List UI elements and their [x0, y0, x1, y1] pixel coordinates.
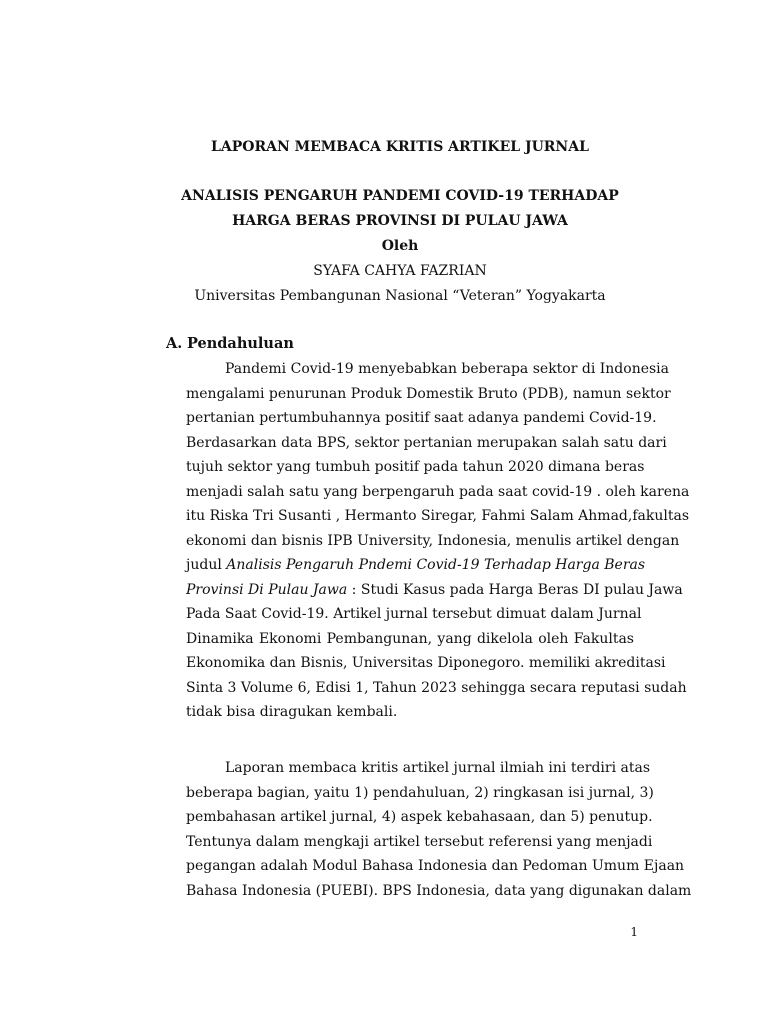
- paragraph-line: pembahasan artikel jurnal, 4) aspek kebahasaan, dan 5) penutup.: [186, 809, 653, 825]
- paragraph-line: beberapa bagian, yaitu 1) pendahuluan, 2) ringkasan isi jurnal, 3): [186, 784, 654, 801]
- paragraph-line: itu Riska Tri Susanti , Hermanto Siregar, Fahmi Salam Ahmad,fakultas: [186, 508, 690, 524]
- article-title-italic: Provinsi Di Pulau Jawa: [186, 581, 348, 598]
- paragraph-line: Laporan membaca kritis artikel jurnal ilmiah ini terdiri atas: [225, 760, 651, 776]
- paragraph-line: [186, 578, 683, 603]
- article-title-line-1: ANALISIS PENGARUH PANDEMI COVID-19 TERHADAP: [181, 188, 619, 204]
- paragraph-line: Ekonomika dan Bisnis, Universitas Diponegoro. memiliki akreditasi: [186, 655, 666, 671]
- article-title-italic: Analisis Pengaruh Pndemi Covid-19 Terhadap Harga Beras: [226, 557, 646, 573]
- paragraph-line: ekonomi dan bisnis IPB University, Indonesia, menulis artikel dengan: [186, 532, 680, 549]
- paragraph-line: Sinta 3 Volume 6, Edisi 1, Tahun 2023 sehingga secara reputasi sudah: [186, 679, 687, 696]
- paragraph-line: Dinamika Ekonomi Pembangunan, yang dikelola oleh Fakultas: [186, 630, 634, 647]
- institution-name: Universitas Pembangunan Nasional “Veteran” Yogyakarta: [194, 288, 606, 304]
- paragraph-line: tidak bisa diragukan kembali.: [186, 704, 398, 720]
- paragraph-line: mengalami penurunan Produk Domestik Bruto (PDB), namun sektor: [186, 385, 671, 402]
- paragraph-line: Tentunya dalam mengkaji artikel tersebut referensi yang menjadi: [186, 833, 653, 850]
- by-label: Oleh: [381, 238, 419, 254]
- paragraph-text: : Studi Kasus pada Harga Beras DI pulau Jawa: [347, 581, 683, 598]
- section-letter: A.: [166, 335, 183, 352]
- paragraph-text: judul: [186, 557, 227, 573]
- paragraph-report-structure: [186, 756, 692, 903]
- section-title: Pendahuluan: [187, 335, 294, 352]
- paragraph-line: Pada Saat Covid-19. Artikel jurnal tersebut dimuat dalam Jurnal: [186, 606, 642, 622]
- paragraph-line: [186, 553, 646, 578]
- paragraph-line: pertanian pertumbuhannya positif saat adanya pandemi Covid-19.: [186, 410, 657, 426]
- author-name: SYAFA CAHYA FAZRIAN: [313, 263, 487, 279]
- report-title: LAPORAN MEMBACA KRITIS ARTIKEL JURNAL: [211, 139, 589, 155]
- section-heading: [166, 334, 294, 354]
- paragraph-line: Pandemi Covid-19 menyebabkan beberapa sektor di Indonesia: [225, 361, 670, 377]
- paragraph-line: pegangan adalah Modul Bahasa Indonesia dan Pedoman Umum Ejaan: [186, 858, 685, 874]
- article-title-line-2: HARGA BERAS PROVINSI DI PULAU JAWA: [232, 213, 568, 229]
- page-number: 1: [630, 925, 638, 939]
- paragraph-line: tujuh sektor yang tumbuh positif pada tahun 2020 dimana beras: [186, 459, 645, 475]
- paragraph-line: menjadi salah satu yang berpengaruh pada saat covid-19 . oleh karena: [186, 483, 690, 500]
- paragraph-line: Bahasa Indonesia (PUEBI). BPS Indonesia, data yang digunakan dalam: [186, 882, 692, 899]
- paragraph-introduction: [186, 357, 690, 725]
- paragraph-line: Berdasarkan data BPS, sektor pertanian merupakan salah satu dari: [186, 434, 667, 451]
